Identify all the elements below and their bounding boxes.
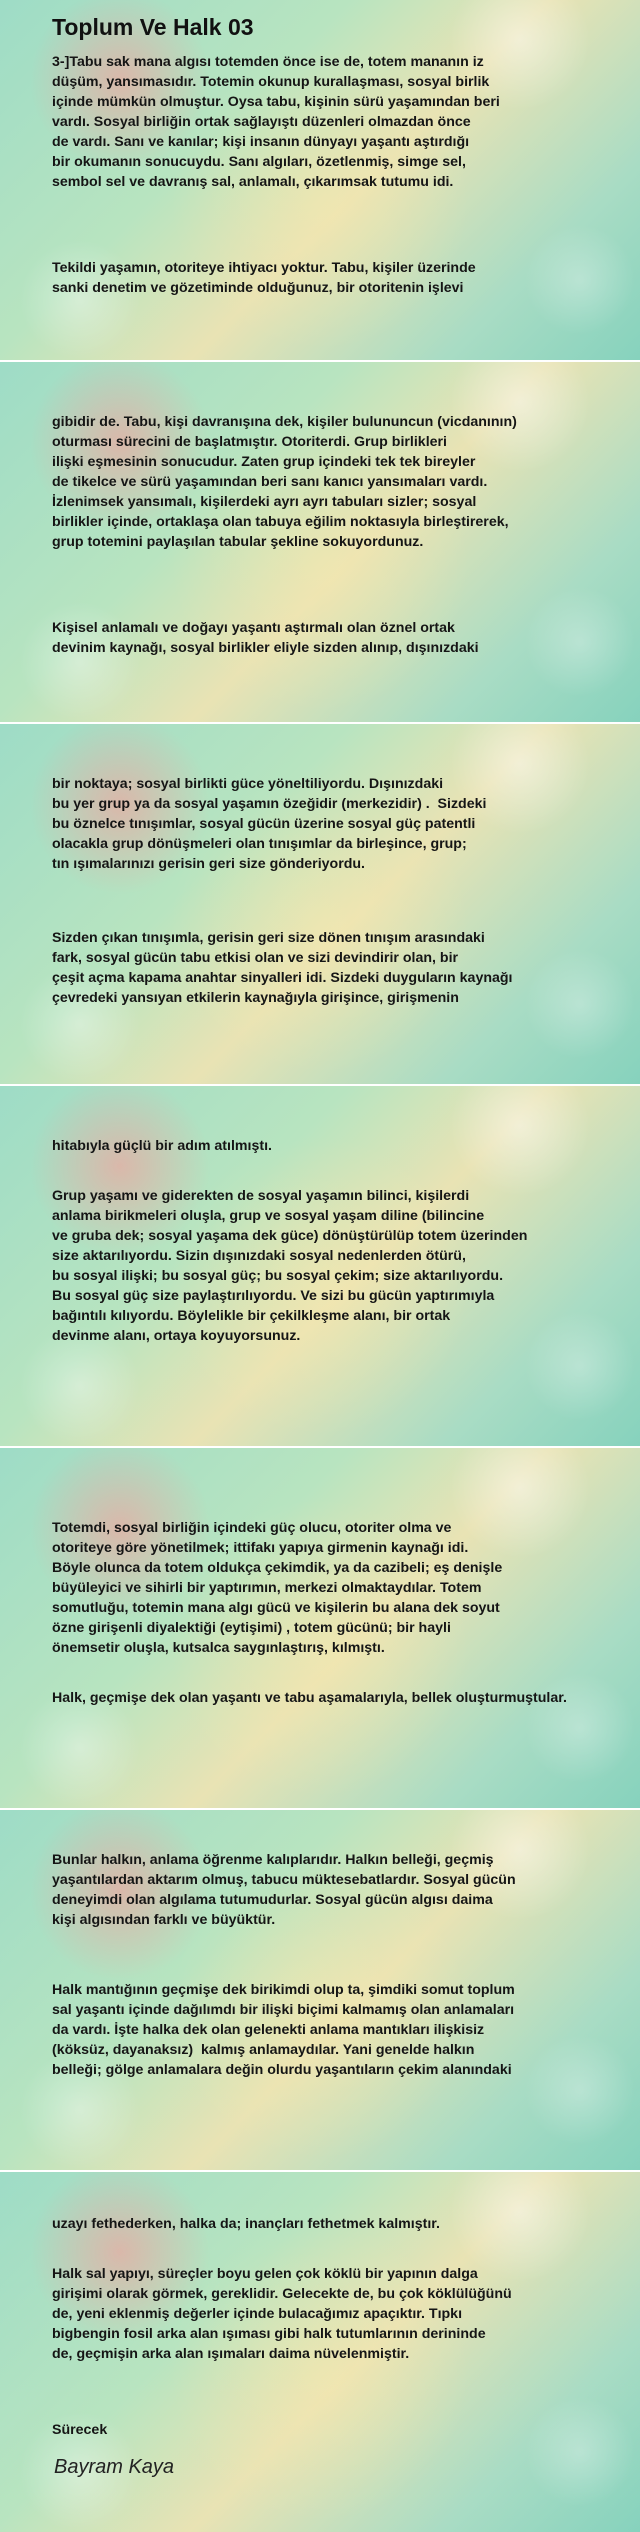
text-panel-4 bbox=[0, 1086, 640, 1446]
paragraph: hitabıyla güçlü bir adım atılmıştı. bbox=[52, 1138, 272, 1154]
paragraph: Totemdi, sosyal birliğin içindeki güç olucu, otoriter olma ve otoriteye göre yönetilmek; ittifakı yapıya girmenin kaynağı idi. Böyle olunca da totem oldukça çekimdik, ya da cazibeli; eş denişle büyüleyici ve sihirli bir yaptırımın, merkezi olmaktaydılar. Totem somutluğu, totemin mana algı gücü ve kişilerin bu alana dek soyut özne girişenli diyalektiği (eytişimi) , totem gücünü; bir hayli önemsetir oluşla, kutsalca saygınlaştırış, kılmıştı. bbox=[52, 1520, 503, 1656]
paragraph: Kişisel anlamalı ve doğayı yaşantı aştırmalı olan öznel ortak devinim kaynağı, sosyal birlikler eliyle sizden alınıp, dışınızdaki bbox=[52, 620, 479, 656]
author-signature: Bayram Kaya bbox=[54, 2456, 175, 2478]
text-panel-6 bbox=[0, 1810, 640, 2170]
paragraph: Halk, geçmişe dek olan yaşantı ve tabu aşamalarıyla, bellek oluşturmuştular. bbox=[52, 1690, 567, 1706]
text-panel-3 bbox=[0, 724, 640, 1084]
text-panel-1 bbox=[0, 0, 640, 360]
paragraph: Halk mantığının geçmişe dek birikimdi olup ta, şimdiki somut toplum sal yaşantı içinde dağılımdı bir ilişki biçimi kalmamış olan anlamaları da vardı. İşte halka dek olan gelenekti anlama mantıkları ilişkisiz (köksüz, dayanaksız) kalmış anlamaydılar. Yani genelde halkın belleği; gölge anlamalara değin olurdu yaşantıların çekim alanındaki bbox=[52, 1982, 515, 2078]
paragraph: Sizden çıkan tınışımla, gerisin geri size dönen tınışım arasındaki fark, sosyal gücün tabu etkisi olan ve sizi devindirir olan, bir çeşit açma kapama anahtar sinyalleri idi. Sizdeki duyguların kaynağı çevredeki yansıyan etkilerin kaynağıyla girişince, girişmenin bbox=[52, 930, 513, 1006]
text-panel-7 bbox=[0, 2172, 640, 2532]
paragraph: bir noktaya; sosyal birlikti güce yöneltiliyordu. Dışınızdaki bu yer grup ya da sosyal yaşamın özeğidir (merkezidir) . Sizdeki bu öznelce tınışımlar, sosyal gücün üzerine sosyal güç patentli olacakla grup dönüşmeleri olan tınışımlar da birleşince, grup; tın ışımalarınızı gerisin geri size gönderiyordu. bbox=[52, 776, 487, 872]
paragraph: Halk sal yapıyı, süreçler boyu gelen çok köklü bir yapının dalga girişimi olarak görmek, gereklidir. Gelecekte de, bu çok köklülüğünü de, yeni eklenmiş değerler içinde bulacağımız apaçıktır. Tıpkı bigbengin fosil arka alan ışıması gibi halk tutumlarının derininde de, geçmişin arka alan ışımaları daima nüvelenmiştir. bbox=[52, 2266, 512, 2362]
paragraph: uzayı fethederken, halka da; inançları fethetmek kalmıştır. bbox=[52, 2216, 440, 2232]
paragraph: Grup yaşamı ve giderekten de sosyal yaşamın bilinci, kişilerdi anlama birikmeleri oluşla, grup ve sosyal yaşam diline (bilincine ve gruba dek; sosyal yaşama dek güce) dönüştürülüp totem üzerinden size aktarılıyordu. Sizin dışınızdaki sosyal nedenlerden ötürü, bu sosyal ilişki; bu sosyal güç; bu sosyal çekim; size aktarılıyordu. Bu sosyal güç size paylaştırılıyordu. Ve sizi bu gücün yaptırımıyla bağıntılı kılıyordu. Böylelikle bir çekilkleşme alanı, bir ortak devinme alanı, ortaya koyuyorsunuz. bbox=[52, 1188, 528, 1344]
paragraph: 3-]Tabu sak mana algısı totemden önce ise de, totem mananın iz düşüm, yansımasıdır. Totemin okunup kurallaşması, sosyal birlik içinde mümkün olmuştur. Oysa tabu, kişinin sürü yaşamından beri vardı. Sosyal birliğin ortak sağlayıştı düzenleri olmazdan önce de vardı. Sanı ve kanılar; kişi insanın dünyayı yaşantı aştırdığı bir okumanın sonucuydu. Sanı algıları, özetlenmiş, simge sel, sembol sel ve davranış sal, anlamalı, çıkarımsak tutumu idi. bbox=[52, 54, 500, 190]
poem-title: Toplum Ve Halk 03 bbox=[52, 14, 254, 40]
paragraph: gibidir de. Tabu, kişi davranışına dek, kişiler bulununcun (vicdanının) oturması sürecini de başlatmıştır. Otoriterdi. Grup birlikleri ilişki eşmesinin sonucudur. Zaten grup içindeki tek tek bireyler de tikelce ve sürü yaşamından beri sanı kanıcı yansımaları vardı. İzlenimsek yansımalı, kişilerdeki ayrı ayrı tabuları sizler; sosyal birlikler içinde, ortaklaşa olan tabuya eğilim noktasıyla birleştirerek, grup totemini paylaşılan tabular şekline sokuyordunuz. bbox=[52, 414, 517, 550]
text-panel-5 bbox=[0, 1448, 640, 1808]
paragraph: Bunlar halkın, anlama öğrenme kalıplarıdır. Halkın belleği, geçmiş yaşantılardan aktarım olmuş, tabucu müktesebatlardır. Sosyal gücün deneyimdi olan algılama tutumudurlar. Sosyal gücün algısı daima kişi algısından farklı ve büyüktür. bbox=[52, 1852, 516, 1928]
continuation-note: Sürecek bbox=[52, 2422, 108, 2438]
text-panel-2 bbox=[0, 362, 640, 722]
paragraph: Tekildi yaşamın, otoriteye ihtiyacı yoktur. Tabu, kişiler üzerinde sanki denetim ve gözetiminde olduğunuz, bir otoritenin işlevi bbox=[52, 260, 476, 296]
